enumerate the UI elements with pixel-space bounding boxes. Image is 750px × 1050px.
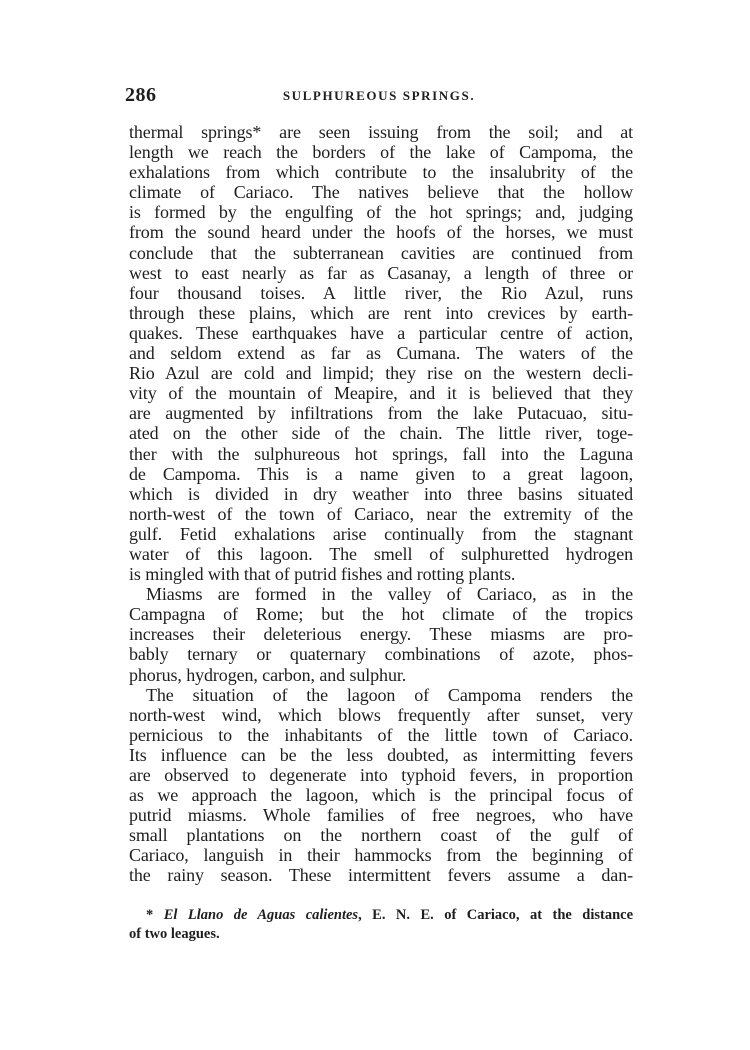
text-line: is formed by the engulfing of the hot springs; and, judging bbox=[129, 202, 633, 223]
text-line: are observed to degenerate into typhoid fevers, in proportion bbox=[129, 765, 633, 785]
text-line: ated on the other side of the chain. The little river, toge- bbox=[129, 423, 633, 444]
text-line: is mingled with that of putrid fishes and rotting plants. bbox=[129, 564, 516, 585]
text-line: Cariaco, languish in their hammocks from the beginning of bbox=[129, 845, 633, 866]
text-line: pernicious to the inhabitants of the little town of Cariaco. bbox=[129, 724, 633, 745]
text-line: climate of Cariaco. The natives believe that the hollow bbox=[129, 182, 633, 203]
text-line: Rio Azul are cold and limpid; they rise on the western decli- bbox=[129, 363, 633, 384]
text-line: ther with the sulphureous hot springs, fall into the Laguna bbox=[129, 443, 633, 464]
text-line: de Campoma. This is a name given to a great lagoon, bbox=[129, 463, 633, 484]
text-line: from the sound heard under the hoofs of the horses, we must bbox=[129, 222, 633, 243]
text-line: conclude that the subterranean cavities are continued from bbox=[129, 242, 633, 263]
footnote-marker: * bbox=[146, 907, 164, 923]
text-line: increases their deleterious energy. These miasms are pro- bbox=[129, 624, 633, 645]
text-line: are augmented by infiltrations from the lake Putacuao, situ- bbox=[129, 403, 633, 424]
text-line: north-west of the town of Cariaco, near the extremity of the bbox=[129, 503, 633, 524]
text-line: thermal springs* are seen issuing from the soil; and at bbox=[129, 122, 633, 142]
text-line: exhalations from which contribute to the insalubrity of the bbox=[129, 162, 633, 183]
text-line: small plantations on the northern coast of the gulf of bbox=[129, 825, 633, 846]
text-line: length we reach the borders of the lake of Campoma, the bbox=[129, 142, 633, 163]
text-line: Campagna of Rome; but the hot climate of the tropics bbox=[129, 604, 633, 625]
text-line: Its influence can be the less doubted, as intermitting fevers bbox=[129, 744, 633, 765]
footnote-line bbox=[129, 906, 633, 925]
text-line: west to east nearly as far as Casanay, a length of three or bbox=[129, 262, 633, 283]
text-line: which is divided in dry weather into three basins situated bbox=[129, 483, 633, 504]
text-line: four thousand toises. A little river, the Rio Azul, runs bbox=[129, 282, 633, 303]
text-line: north-west wind, which blows frequently after sunset, very bbox=[129, 704, 633, 725]
text-line: and seldom extend as far as Cumana. The waters of the bbox=[129, 343, 633, 364]
footnote-line: of two leagues. bbox=[129, 926, 220, 942]
page-header bbox=[125, 84, 633, 110]
footnote-title: El Llano de Aguas calientes bbox=[163, 907, 359, 923]
body-text bbox=[129, 122, 633, 886]
text-line: as we approach the lagoon, which is the principal focus of bbox=[129, 785, 633, 806]
text-line: Miasms are formed in the valley of Cariaco, as in the bbox=[146, 584, 633, 605]
text-line: The situation of the lagoon of Campoma renders the bbox=[146, 684, 633, 705]
text-line: quakes. These earthquakes have a particular centre of action, bbox=[129, 322, 633, 343]
page-number: 286 bbox=[125, 84, 157, 106]
text-line: water of this lagoon. The smell of sulphuretted hydrogen bbox=[129, 543, 633, 564]
text-line: vity of the mountain of Meapire, and it is believed that they bbox=[129, 383, 633, 404]
text-line: gulf. Fetid exhalations arise continually from the stagnant bbox=[129, 523, 633, 544]
text-line: through these plains, which are rent into crevices by earth- bbox=[129, 302, 633, 323]
text-line: bably ternary or quaternary combinations of azote, phos- bbox=[129, 644, 633, 665]
text-line: the rainy season. These intermittent fevers assume a dan- bbox=[129, 865, 633, 886]
text-line: phorus, hydrogen, carbon, and sulphur. bbox=[129, 664, 407, 685]
text-line: putrid miasms. Whole families of free negroes, who have bbox=[129, 805, 633, 826]
footnote bbox=[129, 906, 633, 944]
running-head: SULPHUREOUS SPRINGS. bbox=[282, 88, 476, 103]
footnote-text: , E. N. E. of Cariaco, at the distance bbox=[358, 907, 634, 923]
